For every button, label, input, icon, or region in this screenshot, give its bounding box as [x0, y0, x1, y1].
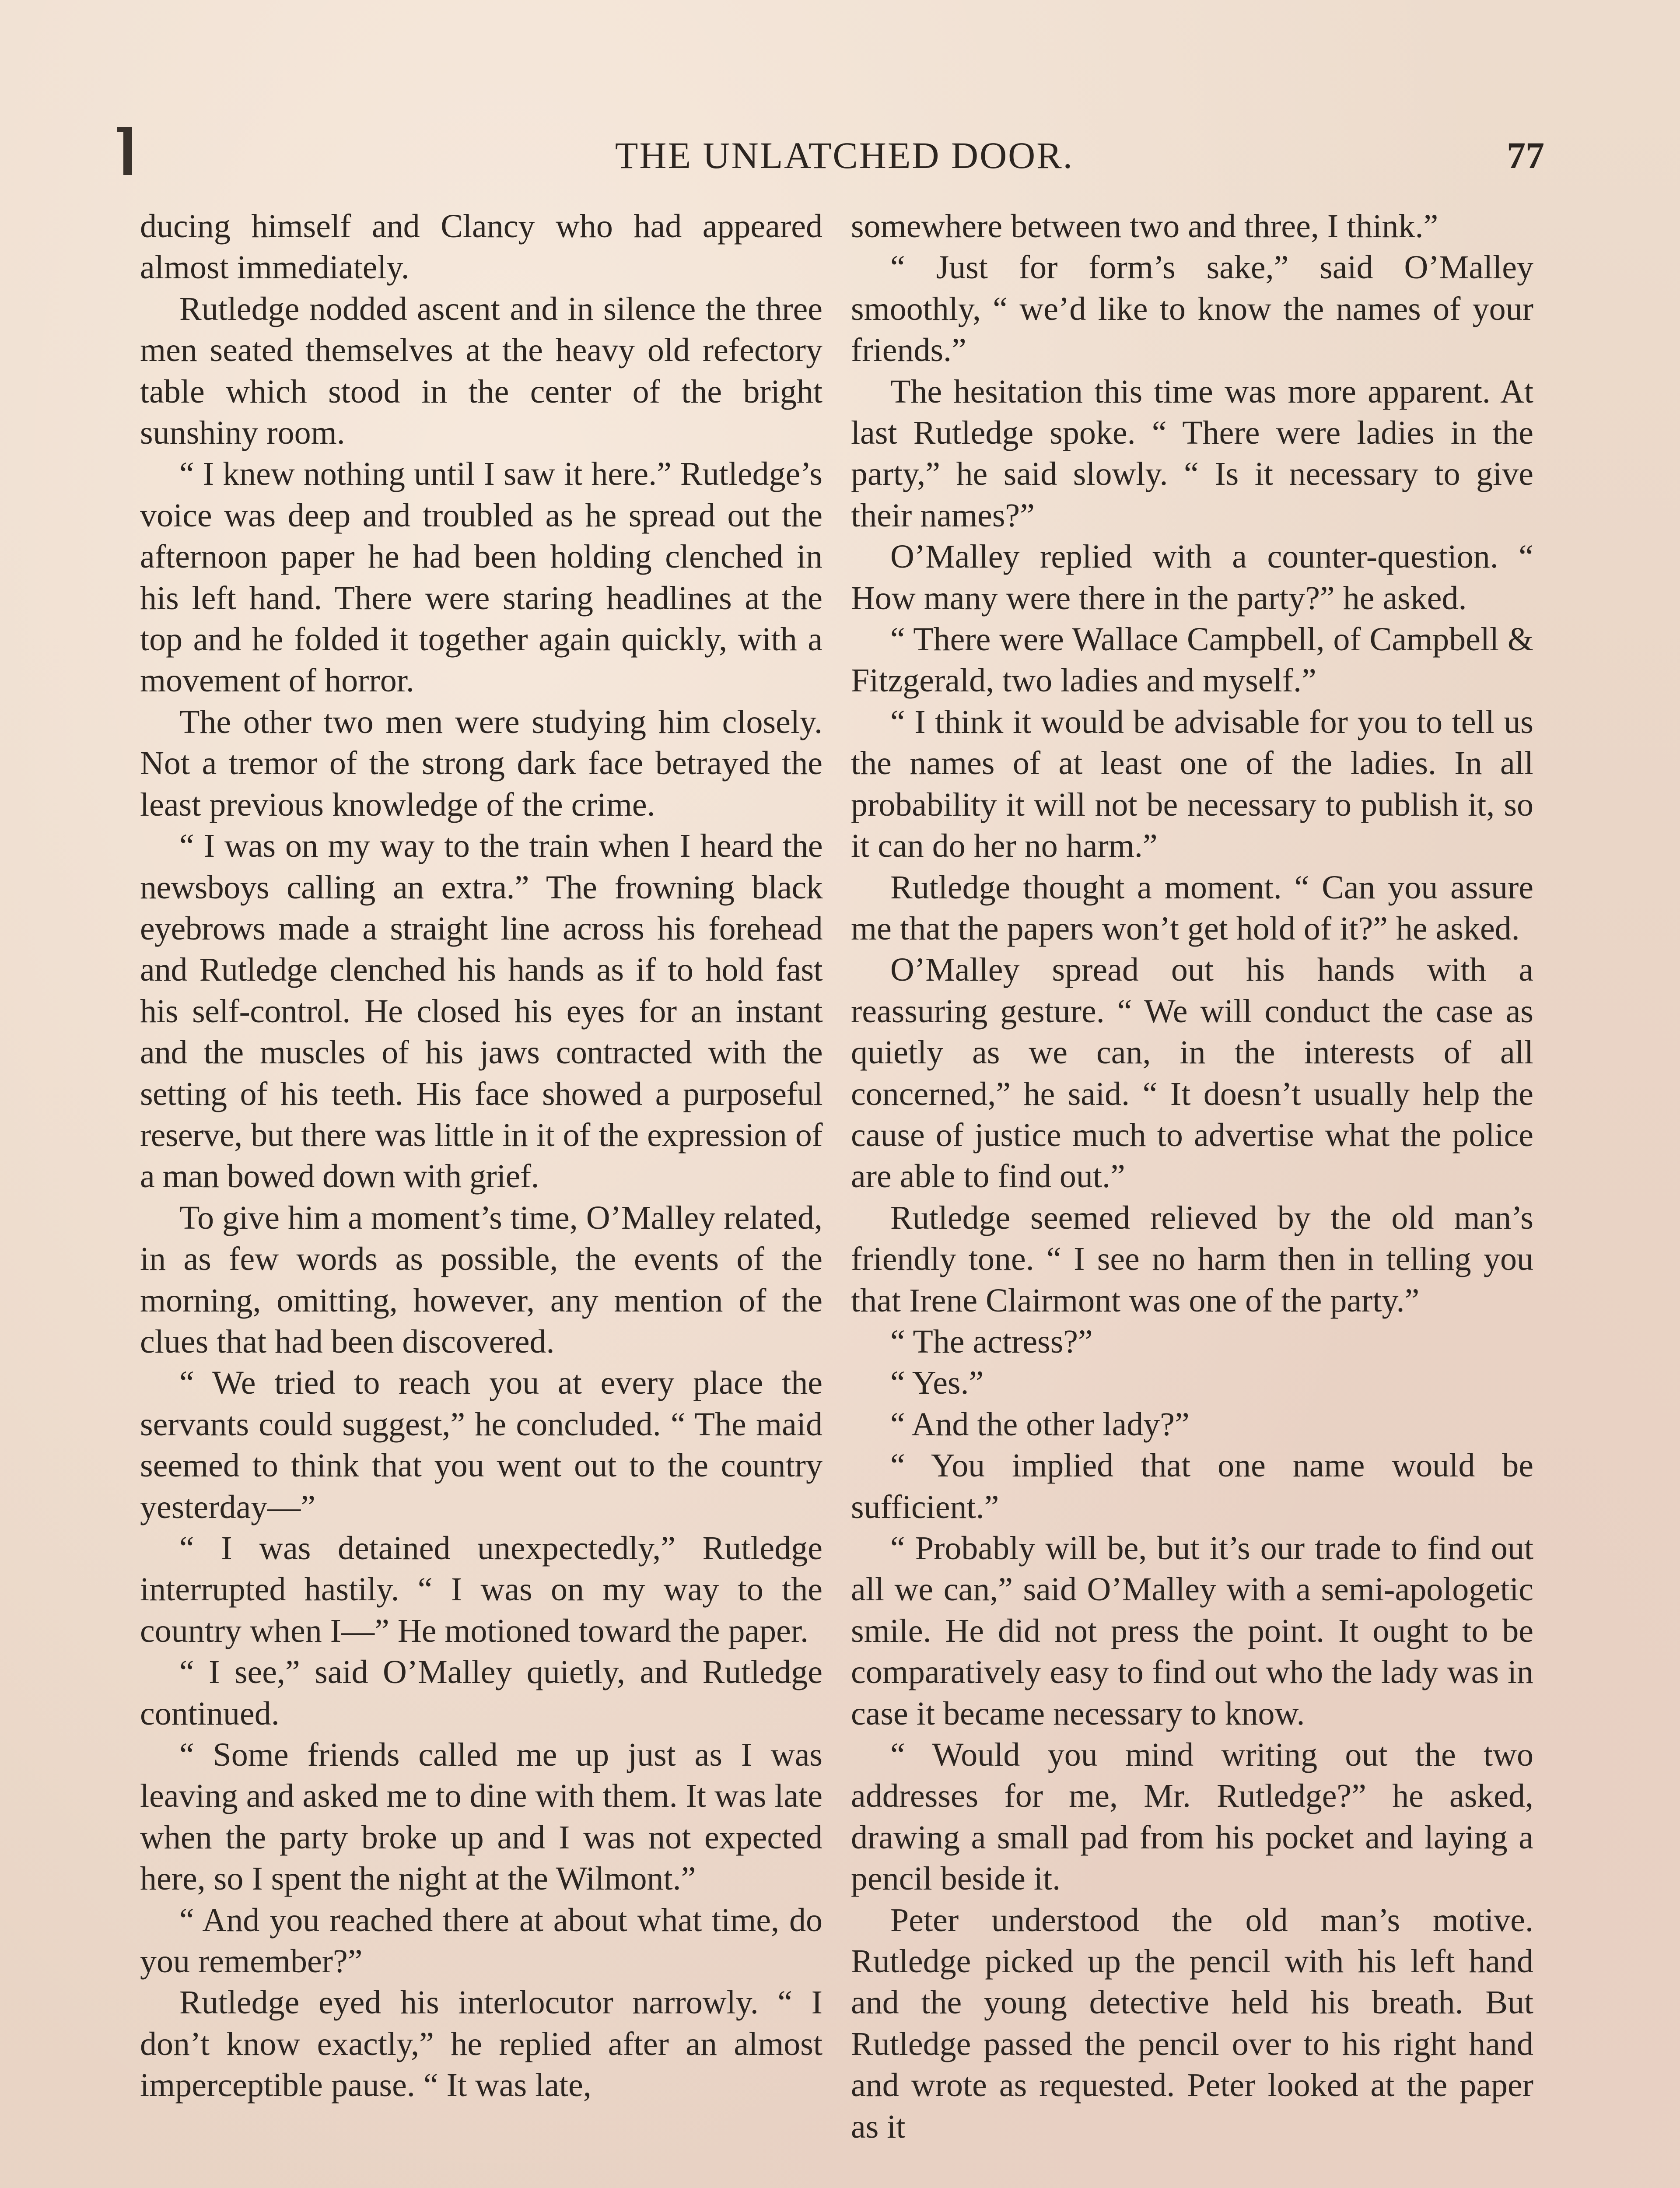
- paragraph: “ I think it would be advisable for you to tell us the names of at least one of the ladies. In all probability it will not be necessary to publish it, so it can do her no harm.”: [851, 703, 1533, 865]
- paragraph: To give him a moment’s time, O’Malley related, in as few words as possible, the events of the morning, omitting, however, any mention of the clues that had been discovered.: [140, 1199, 822, 1360]
- paragraph: O’Malley replied with a counter-question. “ How many were there in the party?” he asked.: [851, 538, 1533, 617]
- paragraph: “ There were Wallace Campbell, of Campbell & Fitzgerald, two ladies and myself.”: [851, 621, 1533, 699]
- paragraph: “ The actress?”: [890, 1323, 1093, 1360]
- paragraph: “ Probably will be, but it’s our trade to find out all we can,” said O’Malley with a semi-apologetic smile. He did not press the point. It ought to be comparatively easy to find out who the lady was in case it became necessary to know.: [851, 1530, 1533, 1732]
- page-header: [144, 131, 1544, 179]
- paragraph: “ You implied that one name would be sufficient.”: [851, 1447, 1533, 1525]
- paragraph: “ And the other lady?”: [890, 1406, 1190, 1443]
- paragraph: ducing himself and Clancy who had appeared almost immediately.: [140, 208, 822, 286]
- paragraph: “ We tried to reach you at every place the servants could suggest,” he concluded. “ The maid seemed to think that you went out to the country yesterday—”: [140, 1364, 822, 1525]
- paragraph: “ I see,” said O’Malley quietly, and Rutledge continued.: [140, 1654, 822, 1732]
- right-column: [851, 206, 1533, 2147]
- paragraph: “ I was detained unexpectedly,” Rutledge interrupted hastily. “ I was on my way to the country when I—” He motioned toward the paper.: [140, 1530, 822, 1649]
- paragraph: somewhere between two and three, I think.”: [851, 208, 1438, 245]
- paragraph: The other two men were studying him closely. Not a tremor of the strong dark face betrayed the least previous knowledge of the crime.: [140, 703, 822, 823]
- paragraph: “ Would you mind writing out the two addresses for me, Mr. Rutledge?” he asked, drawing a small pad from his pocket and laying a pencil beside it.: [851, 1736, 1533, 1897]
- paragraph: “ Yes.”: [890, 1364, 984, 1402]
- paragraph: “ And you reached there at about what time, do you remember?”: [140, 1901, 822, 1980]
- paragraph: O’Malley spread out his hands with a reassuring gesture. “ We will conduct the case as quietly as we can, in the interests of all concerned,” he said. “ It doesn’t usually help the cause of justice much to advertise what the police are able to find out.”: [851, 951, 1533, 1195]
- paragraph: “ I knew nothing until I saw it here.” Rutledge’s voice was deep and troubled as he spread out the afternoon paper he had been holding clenched in his left hand. There were staring headlines at the top and he folded it together again quickly, with a movement of horror.: [140, 456, 822, 699]
- running-title: THE UNLATCHED DOOR.: [615, 134, 1074, 176]
- paragraph: “ Just for form’s sake,” said O’Malley smoothly, “ we’d like to know the names of your friends.”: [851, 249, 1533, 369]
- paragraph: Peter understood the old man’s motive. Rutledge picked up the pencil with his left hand and the young detective held his breath. But Rutledge passed the pencil over to his right hand and wrote as requested. Peter looked at the paper as it: [851, 1901, 1533, 2145]
- paragraph: Rutledge thought a moment. “ Can you assure me that the papers won’t get hold of it?” he asked.: [851, 869, 1533, 947]
- paragraph: “ I was on my way to the train when I heard the newsboys calling an extra.” The frowning black eyebrows made a straight line across his forehead and Rutledge clenched his hands as if to hold fast his self-control. He closed his eyes for an instant and the muscles of his jaws contracted with the setting of his teeth. His face showed a purposeful reserve, but there was little in it of the expression of a man bowed down with grief.: [140, 828, 822, 1195]
- paragraph: Rutledge eyed his interlocutor narrowly. “ I don’t know exactly,” he replied after an almost imperceptible pause. “ It was late,: [140, 1984, 822, 2104]
- paragraph: The hesitation this time was more apparent. At last Rutledge spoke. “ There were ladies in the party,” he said slowly. “ Is it necessary to give their names?”: [851, 373, 1533, 534]
- printer-mark: [123, 127, 132, 175]
- paragraph: Rutledge nodded ascent and in silence the three men seated themselves at the heavy old refectory table which stood in the center of the bright sunshiny room.: [140, 290, 822, 452]
- page-number: 77: [1507, 134, 1544, 176]
- paragraph: “ Some friends called me up just as I was leaving and asked me to dine with them. It was late when the party broke up and I was not expected here, so I spent the night at the Wilmont.”: [140, 1736, 822, 1897]
- paragraph: Rutledge seemed relieved by the old man’s friendly tone. “ I see no harm then in telling you that Irene Clairmont was one of the party.”: [851, 1199, 1533, 1319]
- left-column: [140, 206, 822, 2106]
